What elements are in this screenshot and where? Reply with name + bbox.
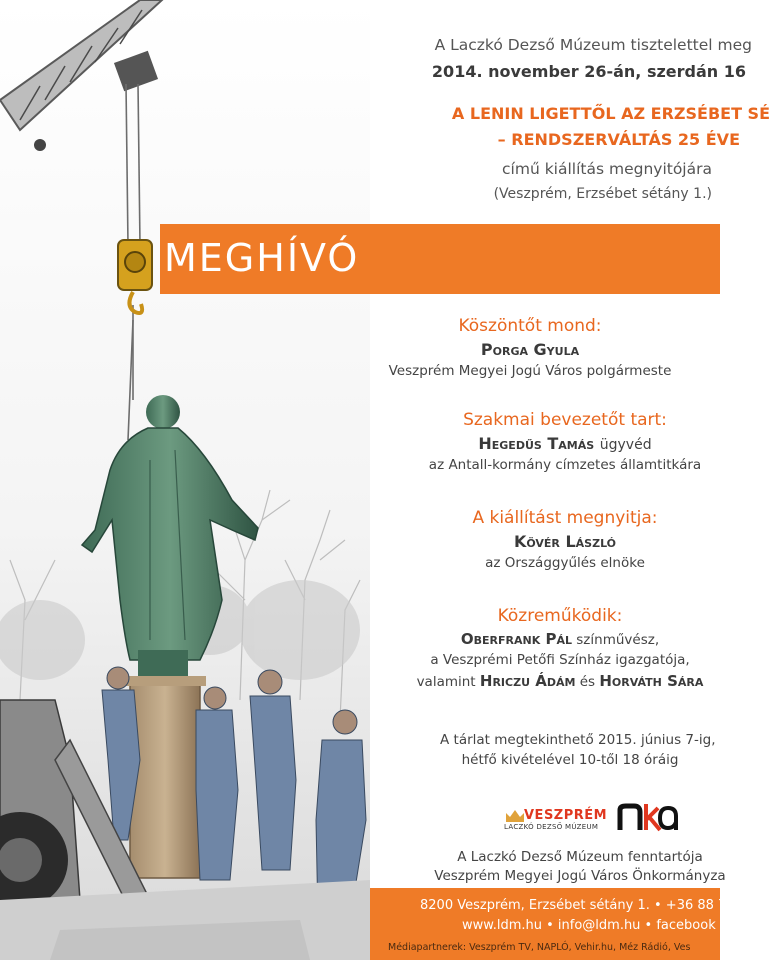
speaker-block-opening <box>450 508 680 571</box>
statue-removal-photo <box>0 0 370 960</box>
footer-address: 8200 Veszprém, Erzsébet sétány 1. • +36 88 78 <box>420 898 735 913</box>
performer-name: Horváth Sára <box>599 672 704 690</box>
visiting-dates: A tárlat megtekinthető 2015. június 7-ig, <box>440 732 716 748</box>
ldm-logo-sub: LACZKÓ DEZSŐ MÚZEUM <box>504 823 599 831</box>
speaker-title: Veszprém Megyei Jogú Város polgármeste <box>388 363 672 379</box>
speaker-name-line <box>420 434 710 453</box>
sponsor-logos <box>500 800 720 840</box>
performer-connector: valamint <box>416 674 476 690</box>
speaker-name: Porga Gyula <box>480 340 580 359</box>
speaker-block-welcome <box>380 316 680 379</box>
visiting-times: hétfő kivételével 10-től 18 óráig <box>461 752 679 768</box>
performers-role: Közreműködik: <box>497 606 623 626</box>
exhibition-title: A LENIN LIGETTŐL AZ ERZSÉBET SÉ <box>451 104 770 123</box>
invitation-banner-label: MEGHÍVÓ <box>164 236 360 280</box>
speaker-title: az Antall-kormány címzetes államtitkára <box>428 457 702 473</box>
speaker-role: Szakmai bevezetőt tart: <box>463 410 667 430</box>
maintainer-note <box>380 848 780 886</box>
performer-line-2: a Veszprémi Petőfi Színház igazgatója, <box>430 652 690 668</box>
invitation-line: A Laczkó Dezső Múzeum tisztelettel meg <box>434 36 752 54</box>
nka-logo <box>616 800 680 836</box>
speaker-role: A kiállítást megnyitja: <box>472 508 658 528</box>
opening-text: című kiállítás megnyitójára <box>502 160 712 178</box>
veszprem-ldm-logo <box>500 804 610 834</box>
event-date: 2014. november 26-án, szerdán 16 <box>431 62 746 81</box>
visiting-hours <box>440 728 716 768</box>
speaker-name: Kövér László <box>513 532 617 551</box>
speaker-name: Hegedűs Tamás <box>478 434 595 453</box>
maintainer-line-1: A Laczkó Dezső Múzeum fenntartója <box>457 849 703 865</box>
performer-line-3 <box>410 672 710 690</box>
speaker-title: az Országgyűlés elnöke <box>485 555 645 571</box>
speaker-profession: ügyvéd <box>599 437 652 453</box>
exhibition-subtitle: – RENDSZERVÁLTÁS 25 ÉVE <box>497 130 740 149</box>
performer-line-1 <box>410 630 710 648</box>
footer-web-links[interactable]: www.ldm.hu • info@ldm.hu • facebook <box>462 918 716 933</box>
venue-address: (Veszprém, Erzsébet sétány 1.) <box>493 186 712 202</box>
maintainer-line-2: Veszprém Megyei Jogú Város Önkormányza <box>434 868 726 884</box>
speaker-role: Köszöntőt mond: <box>458 316 602 336</box>
performer-connector: és <box>579 674 596 690</box>
footer-media-partners: Médiapartnerek: Veszprém TV, NAPLÓ, Vehir.hu, Méz Rádió, Ves <box>388 942 691 953</box>
crown-icon <box>506 810 524 822</box>
invitation-header <box>372 32 770 242</box>
performer-name: Hriczu Ádám <box>479 672 576 690</box>
performers-block <box>410 606 710 690</box>
ldm-logo-word: VESZPRÉM <box>524 808 608 823</box>
performer-name: Oberfrank Pál <box>460 630 572 648</box>
speaker-block-introduction <box>420 410 710 473</box>
performer-profession: színművész, <box>576 632 660 648</box>
